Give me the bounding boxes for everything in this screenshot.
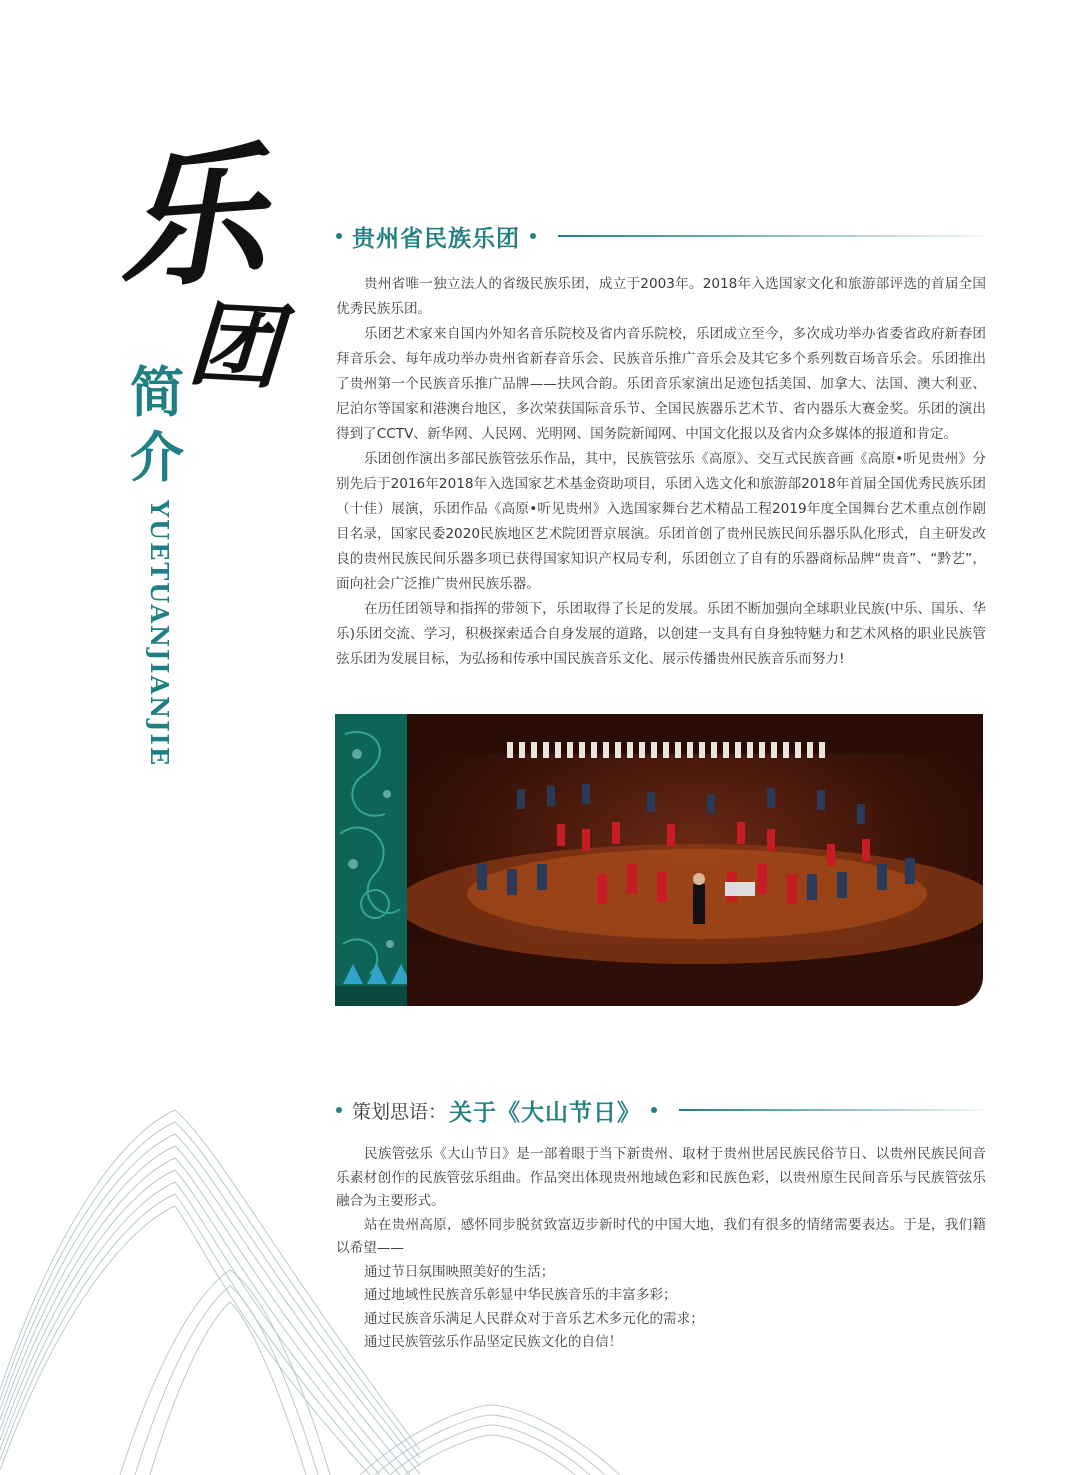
list-item: 通过地域性民族音乐彰显中华民族音乐的丰富多彩；	[364, 1287, 677, 1303]
section-heading-planning	[336, 1092, 986, 1128]
calligraphy-character-le: 乐	[110, 126, 270, 310]
bullet-dot	[651, 1107, 657, 1113]
list-item: 通过节日氛围映照美好的生活；	[364, 1263, 555, 1280]
paragraph: 乐团创作演出多部民族管弦乐作品，其中，民族管弦乐《高原》、交互式民族音画《高原•听见贵州》分别先后于2016年2018年入选国家艺术基金资助项目，乐团入选文化和旅游部2018年首届全国优秀民族乐团（十佳）展演，乐团作品《高原•听见贵州》入选国家舞台艺术精品工程2019年度全国舞台艺术重点创作剧目名录，国家民委2020民族地区艺术院团晋京展演。乐团首创了贵州民族民间乐器乐队化形式，自主研发改良的贵州民族民间乐器多项已获得国家知识产权局专利，乐团创立了自有的乐器商标品牌“贵音”、“黔艺”，面向社会广泛推广贵州民族乐器。	[336, 451, 986, 592]
section-heading-orchestra	[336, 218, 986, 254]
heading-rule	[679, 1109, 986, 1111]
bullet-dot	[336, 233, 342, 239]
planning-statement	[336, 1143, 986, 1355]
ethnic-pattern-strip	[335, 714, 407, 1006]
section-prefix: 策划思语：	[352, 1100, 448, 1123]
section-title: 贵州省民族乐团	[352, 224, 520, 252]
page-title-block	[110, 126, 290, 840]
list-item: 通过民族管弦乐作品坚定民族文化的自信！	[364, 1334, 623, 1350]
orchestra-introduction	[336, 272, 986, 672]
bullet-dot	[336, 1107, 342, 1113]
title-character-jie: 介	[130, 425, 184, 489]
title-pinyin: YUETUANJIANJIE	[145, 500, 174, 767]
wave-lines-decoration-bottom	[360, 1400, 620, 1475]
list-item: 通过民族音乐满足人民群众对于音乐艺术多元化的需求；	[364, 1310, 704, 1327]
paragraph: 站在贵州高原，感怀同步脱贫致富迈步新时代的中国大地，我们有很多的情绪需要表达。于是，我们籍以希望——	[336, 1216, 986, 1256]
concert-stage-scene	[407, 714, 983, 1006]
paragraph: 贵州省唯一独立法人的省级民族乐团，成立于2003年。2018年入选国家文化和旅游部评选的首届全国优秀民族乐团。	[336, 276, 986, 317]
bullet-dot	[530, 233, 536, 239]
paragraph: 乐团艺术家来自国内外知名音乐院校及省内音乐院校，乐团成立至今，多次成功举办省委省政府新春团拜音乐会、每年成功举办贵州省新春音乐会、民族音乐推广音乐会及其它多个系列数百场音乐会。乐团推出了贵州第一个民族音乐推广品牌——扶风合韵。乐团音乐家演出足迹包括美国、加拿大、法国、澳大利亚、尼泊尔等国家和港澳台地区，多次荣获国际音乐节、全国民族器乐艺术节、省内器乐大赛金奖。乐团的演出得到了CCTV、新华网、人民网、光明网、国务院新闻网、中国文化报以及省内众多媒体的报道和肯定。	[336, 326, 986, 442]
section-title: 关于《大山节日》	[449, 1098, 642, 1126]
calligraphy-character-tuan: 团	[185, 289, 283, 403]
orchestra-concert-photo	[335, 714, 983, 1006]
heading-rule	[558, 235, 986, 237]
title-character-jian: 简	[130, 360, 184, 424]
paragraph: 在历任团领导和指挥的带领下，乐团取得了长足的发展。乐团不断加强向全球职业民族(中乐、国乐、华乐)乐团交流、学习，积极探索适合自身发展的道路，以创建一支具有自身独特魅力和艺术风格的职业民族管弦乐团为发展目标，为弘扬和传承中国民族音乐文化、展示传播贵州民族音乐而努力!	[336, 601, 986, 667]
paragraph: 民族管弦乐《大山节日》是一部着眼于当下新贵州、取材于贵州世居民族民俗节日、以贵州民族民间音乐素材创作的民族管弦乐组曲。作品突出体现贵州地域色彩和民族色彩，以贵州原生民间音乐与民族管弦乐融合为主要形式。	[336, 1146, 986, 1209]
